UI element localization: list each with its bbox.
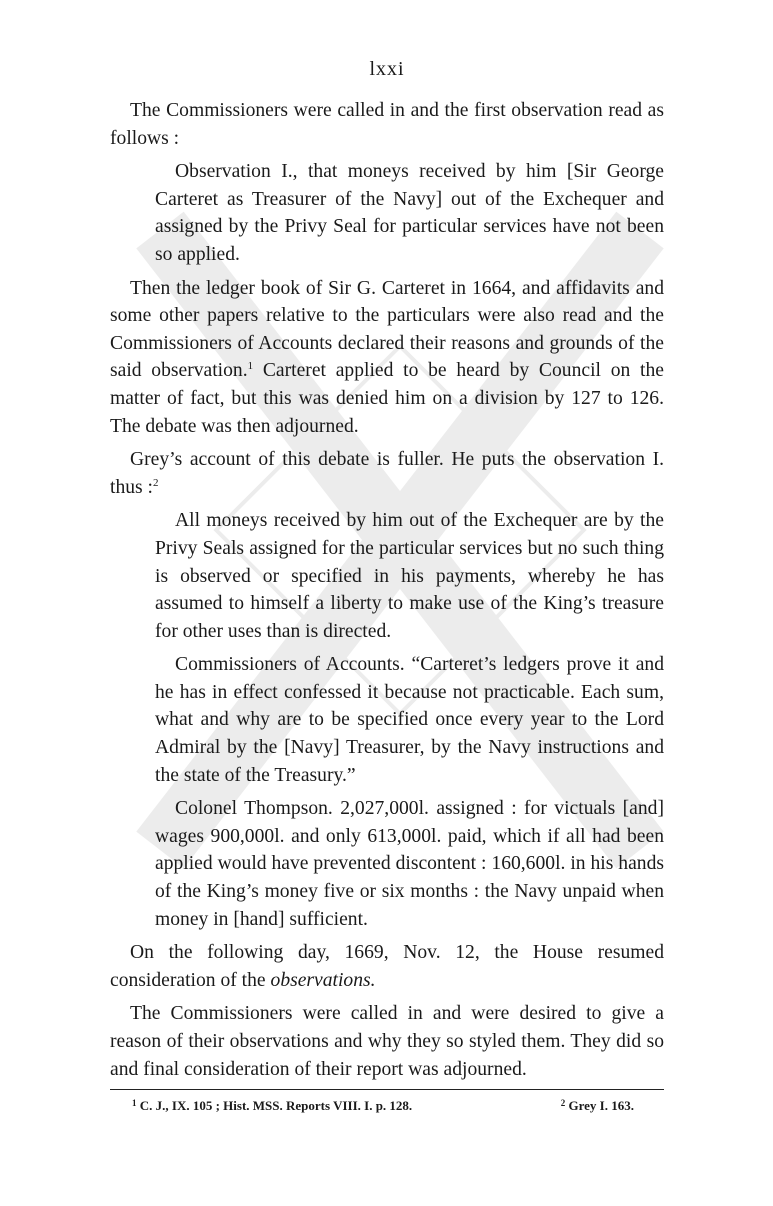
- paragraph-commissioners-desired: The Commissioners were called in and were desired to give a reason of their observations and why they so styled them. They did so and final consideration of their report was adjourned.: [110, 1003, 664, 1080]
- quote-colonel-thompson: Colonel Thompson. 2,027,000l. assigned : for victuals [and] wages 900,000l. and only 613,000l. paid, which if all had been applied would have prevented discontent : 160,600l. in his hands of the King’s money five or six months : the Navy unpaid when money in [hand] sufficient.: [155, 798, 664, 930]
- paragraph-commissioners-called: The Commissioners were called in and the first observation read as follows :: [110, 100, 664, 149]
- paragraph-ledger-book: [110, 275, 664, 441]
- footnote-2: [561, 1096, 634, 1116]
- paragraph-following-day: [110, 939, 664, 994]
- paragraph-grey-account: [110, 446, 664, 501]
- footnote-1-marker: 1: [132, 1098, 137, 1109]
- footnotes: [110, 1096, 664, 1116]
- footnote-ref-1: 1: [247, 360, 254, 373]
- footnote-1: [132, 1096, 412, 1116]
- page-number: lxxi: [369, 58, 405, 80]
- paragraph-ledger-book-text: Then the ledger book of Sir G. Carteret in 1664, and affidavits and some other papers relative to the particulars were also read and the Commissioners of Accounts declared their reasons and grounds of the said observation.: [110, 277, 664, 382]
- quote-all-moneys: All moneys received by him out of the Exchequer are by the Privy Seals assigned for the particular services but no such thing is observed or specified in his payments, whereby he has assumed to himself a liberty to make use of the King’s treasure for other uses than is directed.: [155, 510, 664, 642]
- footnote-2-marker: 2: [560, 1098, 566, 1109]
- quote-commissioners-of-accounts: Commissioners of Accounts. “Carteret’s ledgers prove it and he has in effect confessed it because not practicable. Each sum, what and why are to be specified once every year to the Lord Admiral by the [Navy] Treasurer, by the Navy instructions and the state of the Treasury.”: [155, 654, 664, 786]
- paragraph-following-day-text: On the following day, 1669, Nov. 12, the House resumed consideration of the: [110, 942, 664, 991]
- footnote-ref-2: 2: [153, 476, 159, 489]
- paragraph-ledger-book-text-cont: Carteret applied to be heard by Council on the matter of fact, but this was denied him on a division by 127 to 126. The debate was then adjourned.: [110, 360, 664, 437]
- footnote-2-text: Grey I. 163.: [568, 1098, 634, 1114]
- quote-observation-one: Observation I., that moneys received by him [Sir George Carteret as Treasurer of the Navy] out of the Exchequer and assigned by the Privy Seal for particular services have not been so applied.: [155, 161, 664, 265]
- paragraph-following-day-emphasis: observations.: [270, 969, 376, 991]
- paragraph-grey-account-text: Grey’s account of this debate is fuller. He puts the observation I. thus :: [110, 449, 664, 498]
- document-page: [110, 58, 664, 1116]
- footnote-divider: [110, 1089, 664, 1090]
- footnote-1-text: C. J., IX. 105 ; Hist. MSS. Reports VIII. I. p. 128.: [139, 1098, 413, 1114]
